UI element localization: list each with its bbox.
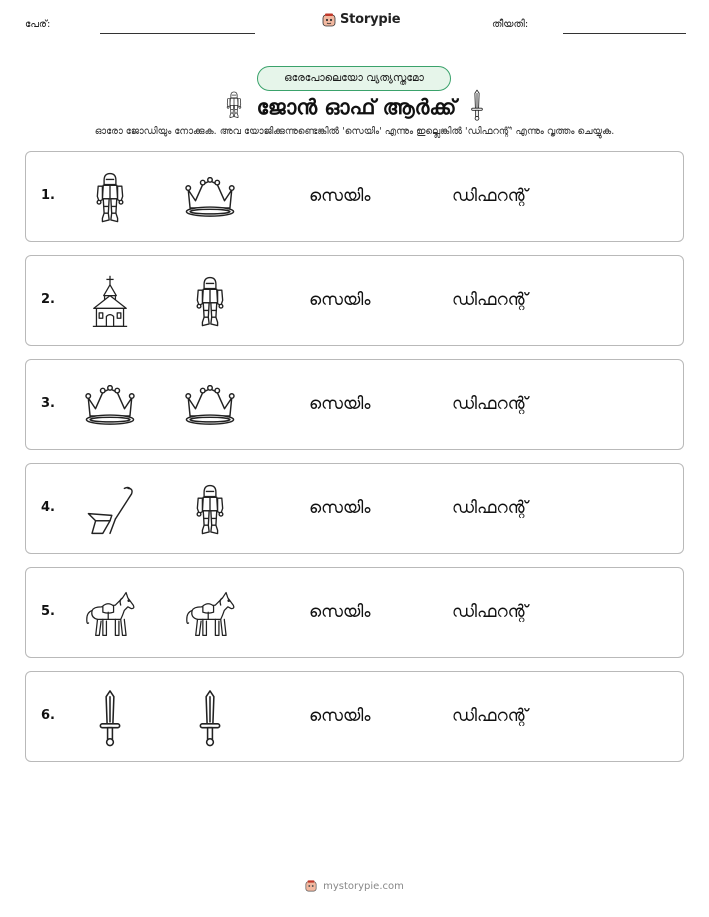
topic-pill-text: ഒരേപോലെയോ വ്യത്യസ്തമോ: [284, 72, 424, 84]
option-same[interactable]: സെയിം: [309, 498, 371, 518]
question-row: [25, 671, 684, 762]
option-different[interactable]: ഡിഫറന്റ്: [452, 498, 528, 518]
date-line[interactable]: [563, 33, 686, 34]
question-number: 4.: [41, 500, 55, 515]
question-row: [25, 151, 684, 242]
knight-icon: [180, 482, 240, 538]
page-title: ജോൻ ഓഫ് ആർക്ക്: [256, 94, 457, 119]
question-number: 6.: [41, 708, 55, 723]
option-different[interactable]: ഡിഫറന്റ്: [452, 290, 528, 310]
question-number: 3.: [41, 396, 55, 411]
option-different[interactable]: ഡിഫറന്റ്: [452, 186, 528, 206]
footer-url[interactable]: mystorypie.com: [323, 880, 404, 892]
option-same[interactable]: സെയിം: [309, 186, 371, 206]
crown-icon: [80, 378, 140, 434]
horse-icon: [180, 586, 240, 642]
instructions: ഓരോ ജോഡിയും നോക്കുക. അവ യോജിക്കുന്നുണ്ടെങ്കിൽ 'സെയിം' എന്നും ഇല്ലെങ്കിൽ 'ഡിഫറന്റ്' എന്നും വൃത്തം ചെയ്യുക.: [94, 126, 615, 137]
footer: [0, 880, 709, 892]
title-row: [0, 90, 709, 124]
horse-icon: [80, 586, 140, 642]
question-row: [25, 567, 684, 658]
topic-pill: [257, 66, 451, 91]
church-icon: [80, 274, 140, 330]
option-different[interactable]: ഡിഫറന്റ്: [452, 706, 528, 726]
knight-icon: [180, 274, 240, 330]
question-number: 5.: [41, 604, 55, 619]
question-row: [25, 359, 684, 450]
sword-icon: [80, 690, 140, 746]
question-row: [25, 255, 684, 346]
crown-icon: [180, 170, 240, 226]
brand-logo: [322, 12, 400, 27]
brand-name: Storypie: [340, 12, 401, 27]
question-row: [25, 463, 684, 554]
name-label: പേര്:: [25, 19, 51, 30]
option-same[interactable]: സെയിം: [309, 602, 371, 622]
option-same[interactable]: സെയിം: [309, 290, 371, 310]
sword-icon: [470, 89, 484, 125]
option-same[interactable]: സെയിം: [309, 706, 371, 726]
knight-icon: [80, 170, 140, 226]
option-same[interactable]: സെയിം: [309, 394, 371, 414]
storypie-mascot-icon: [322, 13, 336, 27]
date-label: തീയതി:: [492, 19, 529, 30]
knight-icon: [225, 90, 243, 124]
question-number: 2.: [41, 292, 55, 307]
sword-icon: [180, 690, 240, 746]
question-number: 1.: [41, 188, 55, 203]
crown-icon: [180, 378, 240, 434]
name-line[interactable]: [100, 33, 255, 34]
option-different[interactable]: ഡിഫറന്റ്: [452, 394, 528, 414]
option-different[interactable]: ഡിഫറന്റ്: [452, 602, 528, 622]
storypie-mascot-icon: [305, 880, 317, 892]
plow-icon: [80, 482, 140, 538]
